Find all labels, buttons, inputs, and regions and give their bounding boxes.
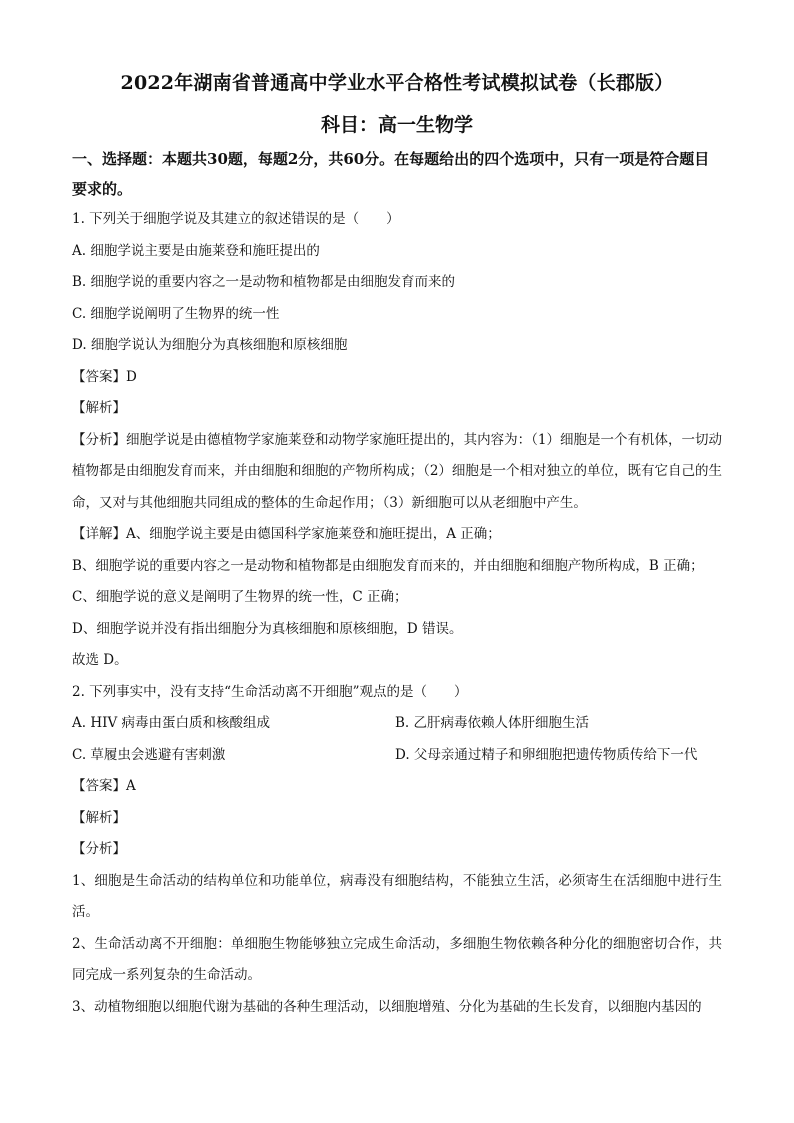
question-1-detail-a: 【详解】A、细胞学说主要是由德国科学家施莱登和施旺提出，A 正确；	[72, 526, 501, 542]
exam-subject: 科目：高一生物学	[320, 114, 473, 136]
question-1-option-b: B. 细胞学说的重要内容之一是动物和植物都是由细胞发育而来的	[72, 274, 456, 290]
question-1-analysis: 【分析】细胞学说是由德植物学家施莱登和动物学家施旺提出的，其内容为：（1）细胞是一个有机体，一切动植物都是由细胞发育而来，并由细胞和细胞的产物所构成；（2）细胞是一个相对独立的单位，既有它自己的生命，又对与其他细胞共同组成的整体的生命起作用；（3）新细胞可以从老细胞中产生。	[72, 431, 722, 511]
section-heading: 一、选择题：本题共30题，每题2分，共60分。在每题给出的四个选项中，只有一项是符合题目要求的。	[72, 150, 710, 198]
question-2-point-3: 3、动植物细胞以细胞代谢为基础的各种生理活动，以细胞增殖、分化为基础的生长发育，以细胞内基因的	[72, 998, 702, 1015]
question-2-point-2: 2、生命活动离不开细胞：单细胞生物能够独立完成生命活动，多细胞生物依赖各种分化的细胞密切合作，共同完成一系列复杂的生命活动。	[72, 935, 722, 983]
question-2-point-1: 1、细胞是生命活动的结构单位和功能单位，病毒没有细胞结构，不能独立生活，必须寄生在活细胞中进行生活。	[72, 872, 722, 920]
question-2-option-d: D. 父母亲通过精子和卵细胞把遗传物质传给下一代	[395, 746, 698, 763]
question-1-conclusion: 故选 D。	[72, 652, 128, 668]
question-2-option-c: C. 草履虫会逃避有害刺激	[72, 746, 226, 763]
question-2-options-row-2	[72, 740, 722, 772]
question-2-answer: 【答案】A	[72, 778, 136, 794]
question-2-option-a: A. HIV 病毒由蛋白质和核酸组成	[72, 715, 270, 731]
question-1-detail-c: C、细胞学说的意义是阐明了生物界的统一性，C 正确；	[72, 589, 408, 605]
exam-title: 2022年湖南省普通高中学业水平合格性考试模拟试卷（长郡版）	[120, 72, 674, 94]
question-1-stem: 1. 下列关于细胞学说及其建立的叙述错误的是（ ）	[72, 211, 400, 227]
question-1-detail-b: B、细胞学说的重要内容之一是动物和植物都是由细胞发育而来的，并由细胞和细胞产物所构成，B 正确；	[72, 557, 704, 574]
question-2-options-row-1	[72, 708, 722, 740]
question-1-answer: 【答案】D	[72, 368, 137, 385]
question-2-fenxi-label: 【分析】	[72, 841, 126, 857]
question-1-option-d: D. 细胞学说认为细胞分为真核细胞和原核细胞	[72, 337, 348, 353]
question-1-option-c: C. 细胞学说阐明了生物界的统一性	[72, 305, 280, 322]
question-2-option-b: B. 乙肝病毒依赖人体肝细胞生活	[395, 715, 590, 731]
question-1-option-a: A. 细胞学说主要是由施莱登和施旺提出的	[72, 242, 320, 259]
question-2-analysis-label: 【解析】	[72, 809, 126, 826]
question-1-detail-d: D、细胞学说并没有指出细胞分为真核细胞和原核细胞，D 错误。	[72, 620, 463, 637]
question-2-stem: 2. 下列事实中，没有支持“生命活动离不开细胞”观点的是（ ）	[72, 683, 468, 700]
question-1-analysis-label: 【解析】	[72, 400, 126, 416]
question-1	[72, 204, 722, 677]
question-2	[72, 677, 722, 1024]
